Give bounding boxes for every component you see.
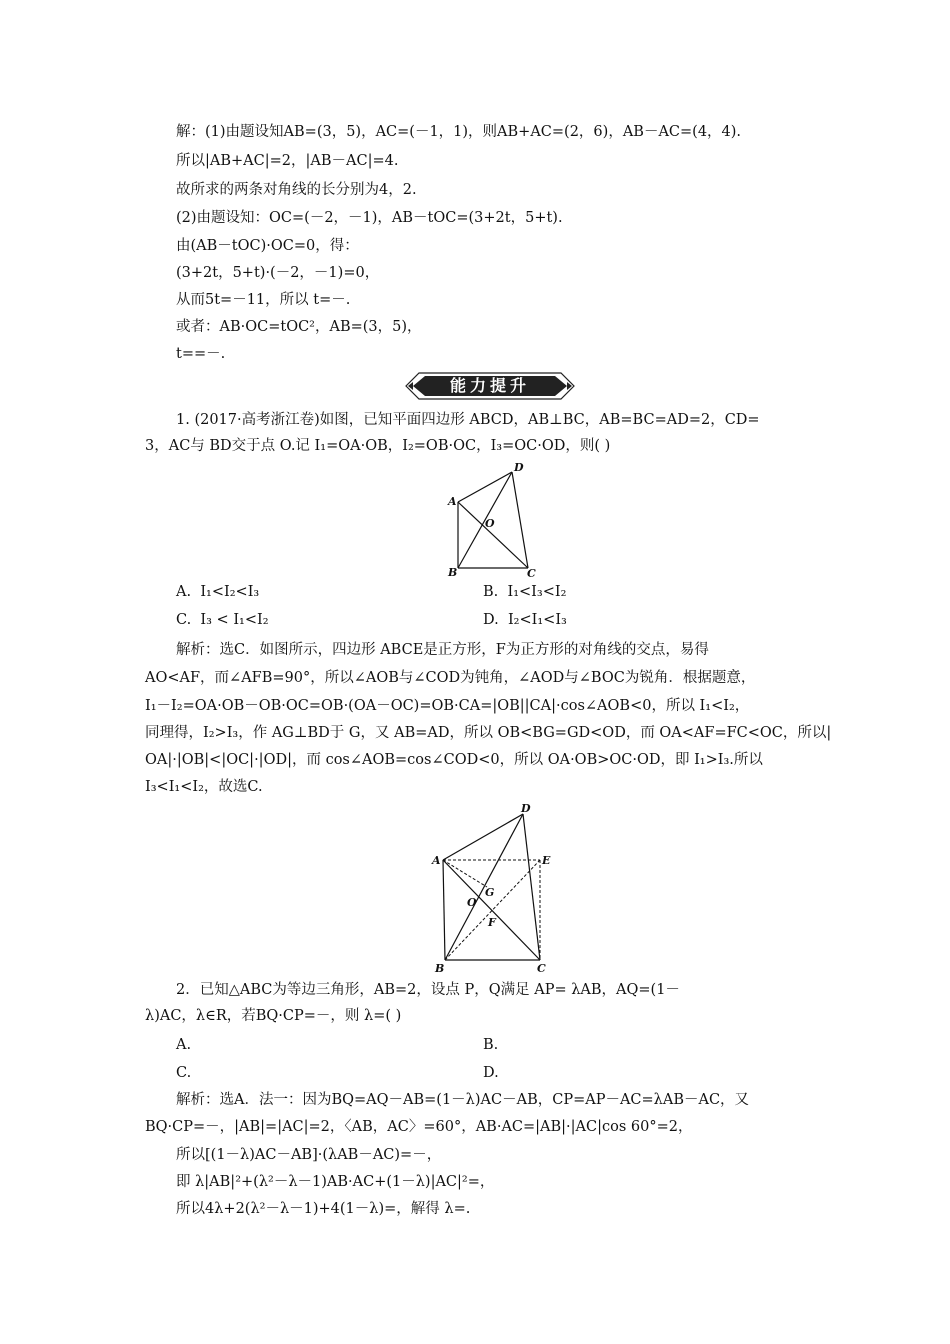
q1-option-b[interactable] — [483, 582, 566, 602]
fig2-edge-dc — [523, 814, 540, 960]
fig2-label-a: A — [432, 854, 441, 867]
solution-line-3: 故所求的两条对角线的长分别为4，2. — [176, 182, 417, 198]
q1-stem-line-2: 3，AC与 BD交于点 O.记 I₁=OA·OB，I₂=OB·OC，I₃=OC·OD，则( ) — [145, 438, 611, 454]
q2-option-a-label: A. — [176, 1037, 192, 1053]
solution-line-9: t==－. — [176, 346, 226, 362]
q1-option-d-label: D. — [483, 612, 499, 628]
q2-analysis-line-4: 即 λ|AB|²+(λ²－λ－1)AB·AC+(1－λ)|AC|²=， — [176, 1174, 495, 1190]
q1-option-b-label: B. — [483, 584, 499, 600]
q2-option-c[interactable] — [176, 1063, 191, 1083]
q1-option-c-label: C. — [176, 612, 192, 628]
q2-analysis-line-2: BQ·CP=－，|AB|=|AC|=2，〈AB，AC〉=60°，AB·AC=|AB|·|AC|cos 60°=2， — [145, 1119, 693, 1135]
fig1-label-o: O — [485, 517, 495, 530]
q1-option-d[interactable] — [483, 610, 567, 630]
q2-option-a[interactable] — [176, 1035, 191, 1055]
q1-option-c-text: I₃ < I₁<I₂ — [200, 612, 269, 628]
q2-option-d-label: D. — [483, 1065, 499, 1081]
fig1-label-c: C — [527, 567, 536, 580]
q1-analysis-line-5: OA|·|OB|<|OC|·|OD|，而 cos∠AOB=cos∠COD<0，所以 OA·OB>OC·OD，即 I₁>I₃.所以 — [145, 752, 763, 768]
solution-line-8: 或者：AB·OC=tOC²，AB=(3，5)， — [176, 319, 422, 335]
q2-stem-line-2: λ)AC，λ∈R，若BQ·CP=－，则 λ=( ) — [145, 1008, 402, 1024]
fig1-label-b: B — [448, 566, 458, 579]
q1-option-c[interactable] — [176, 610, 269, 630]
fig1-diagonal-ac — [458, 502, 528, 568]
banner-title: 能力提升 — [449, 376, 530, 395]
q1-option-a-label: A. — [176, 584, 192, 600]
solution-line-2: 所以|AB+AC|=2，|AB－AC|=4. — [176, 153, 399, 169]
q1-analysis-line-2: AO<AF，而∠AFB=90°，所以∠AOB与∠COD为钝角，∠AOD与∠BOC为锐角．根据题意， — [145, 670, 756, 686]
solution-line-6: (3+2t，5+t)·(－2，－1)=0， — [176, 265, 380, 281]
q2-analysis-line-5: 所以4λ+2(λ²－λ－1)+4(1－λ)=，解得 λ=. — [176, 1201, 471, 1217]
q2-option-c-label: C. — [176, 1065, 192, 1081]
solution-line-5: 由(AB－tOC)·OC=0，得： — [176, 238, 359, 254]
fig2-label-o: O — [467, 896, 477, 909]
q2-analysis-line-1: 解析：选A．法一：因为BQ=AQ－AB=(1－λ)AC－AB，CP=AP－AC=λAB－AC，又 — [176, 1092, 750, 1108]
q1-option-a[interactable] — [176, 582, 259, 602]
fig1-edge-dc — [512, 472, 528, 568]
q2-stem-line-1: 2．已知△ABC为等边三角形，AB=2，设点 P，Q满足 AP= λAB，AQ=(1－ — [176, 982, 680, 998]
solution-line-1: 解：(1)由题设知AB=(3，5)，AC=(－1，1)，则AB+AC=(2，6)，AB－AC=(4，4). — [176, 124, 742, 140]
q1-option-d-text: I₂<I₁<I₃ — [507, 612, 567, 628]
fig1-label-a: A — [448, 495, 457, 508]
square-figure — [425, 800, 560, 978]
q2-option-b-label: B. — [483, 1037, 499, 1053]
fig2-label-g: G — [485, 886, 495, 899]
q2-option-d[interactable] — [483, 1063, 499, 1083]
section-banner — [405, 372, 575, 400]
fig1-label-d: D — [514, 461, 524, 474]
q2-analysis-line-3: 所以[(1－λ)AC－AB]·(λAB－AC)=－， — [176, 1147, 442, 1163]
q1-analysis-line-1: 解析：选C．如图所示，四边形 ABCE是正方形，F为正方形的对角线的交点，易得 — [176, 642, 709, 658]
q1-analysis-line-6: I₃<I₁<I₂，故选C. — [145, 779, 263, 795]
fig2-label-f: F — [488, 916, 496, 929]
quadrilateral-figure — [440, 460, 540, 580]
solution-line-7: 从而5t=－11，所以 t=－. — [176, 292, 351, 308]
fig2-label-e: E — [542, 854, 551, 867]
solution-line-4: (2)由题设知：OC=(－2，－1)，AB－tOC=(3+2t，5+t). — [176, 210, 563, 226]
q1-analysis-line-3: I₁－I₂=OA·OB－OB·OC=OB·(OA－OC)=OB·CA=|OB||CA|·cos∠AOB<0，所以 I₁<I₂， — [145, 698, 750, 714]
q1-analysis-line-4: 同理得，I₂>I₃，作 AG⊥BD于 G，又 AB=AD，所以 OB<BG=GD<OD，而 OA<AF=FC<OC，所以| — [145, 725, 832, 741]
q2-option-b[interactable] — [483, 1035, 498, 1055]
fig2-edge-ab — [443, 860, 445, 960]
q1-stem-line-1: 1. (2017·高考浙江卷)如图，已知平面四边形 ABCD，AB⊥BC，AB=BC=AD=2，CD= — [176, 412, 760, 428]
fig2-label-d: D — [521, 802, 531, 815]
fig2-label-b: B — [435, 962, 445, 975]
q1-option-a-text: I₁<I₂<I₃ — [200, 584, 260, 600]
fig2-label-c: C — [537, 962, 546, 975]
q1-option-b-text: I₁<I₃<I₂ — [507, 584, 567, 600]
